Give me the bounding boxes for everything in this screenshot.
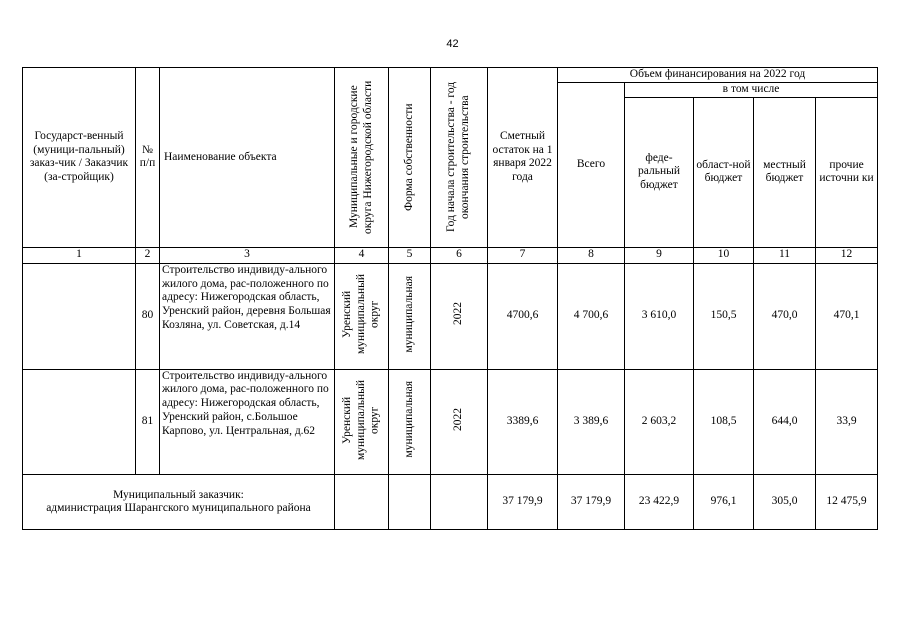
summary-regional: 976,1 [694, 475, 754, 530]
row-federal: 2 603,2 [625, 369, 694, 475]
row-years [431, 369, 488, 475]
row-total: 3 389,6 [558, 369, 625, 475]
row-ownership [389, 369, 431, 475]
table-row [23, 369, 878, 475]
summary-other: 12 475,9 [816, 475, 878, 530]
column-number: 6 [431, 247, 488, 263]
page-number: 42 [446, 38, 459, 50]
summary-empty [389, 475, 431, 530]
summary-empty [335, 475, 389, 530]
summary-federal: 23 422,9 [625, 475, 694, 530]
column-number: 11 [754, 247, 816, 263]
header-ownership [389, 68, 431, 248]
column-number: 2 [136, 247, 160, 263]
row-index: 80 [136, 263, 160, 369]
row-municipality [335, 369, 389, 475]
row-total: 4 700,6 [558, 263, 625, 369]
row-balance: 3389,6 [488, 369, 558, 475]
header-municipality-text: Муниципальные и городские округа Нижегородской области [347, 80, 374, 235]
row-regional: 150,5 [694, 263, 754, 369]
summary-empty [431, 475, 488, 530]
header-other: прочие источни ки [816, 97, 878, 247]
row-years [431, 263, 488, 369]
header-municipality [335, 68, 389, 248]
row-municipality-text: Уренский муниципальный округ [340, 273, 381, 354]
column-number: 9 [625, 247, 694, 263]
row-years-text: 2022 [452, 408, 465, 432]
row-ownership-text: муниципальная [402, 275, 415, 353]
summary-label-line2: администрация Шарангского муниципального района [46, 502, 311, 515]
summary-row [23, 475, 878, 530]
summary-local: 305,0 [754, 475, 816, 530]
row-ownership [389, 263, 431, 369]
header-local: местный бюджет [754, 97, 816, 247]
header-customer: Государст-венный (муници-пальный) заказ-чик / Заказчик (за-стройщик) [23, 68, 136, 248]
row-other: 33,9 [816, 369, 878, 475]
header-years [431, 68, 488, 248]
column-number: 8 [558, 247, 625, 263]
row-object-name: Строительство индивиду-ального жилого дома, рас-положенного по адресу: Нижегородская область, Уренский район, деревня Большая Козляна, ул. Советская, д.14 [160, 263, 335, 369]
column-number: 4 [335, 247, 389, 263]
column-number: 3 [160, 247, 335, 263]
summary-label [23, 475, 335, 530]
header-federal: феде-ральный бюджет [625, 97, 694, 247]
row-municipality-text: Уренский муниципальный округ [340, 379, 381, 460]
column-number: 5 [389, 247, 431, 263]
column-number: 10 [694, 247, 754, 263]
header-balance: Сметный остаток на 1 января 2022 года [488, 68, 558, 248]
header-index: № п/п [136, 68, 160, 248]
row-local: 470,0 [754, 263, 816, 369]
header-including: в том числе [625, 83, 878, 98]
row-balance: 4700,6 [488, 263, 558, 369]
header-object-name: Наименование объекта [160, 68, 335, 248]
header-regional: област-ной бюджет [694, 97, 754, 247]
row-years-text: 2022 [452, 302, 465, 326]
row-municipality [335, 263, 389, 369]
row-ownership-text: муниципальная [402, 381, 415, 458]
column-number: 1 [23, 247, 136, 263]
summary-label-line1: Муниципальный заказчик: [113, 488, 244, 501]
row-customer-empty [23, 369, 136, 475]
financing-table [22, 67, 878, 530]
header-funding: Объем финансирования на 2022 год [558, 68, 878, 83]
header-row-1 [23, 68, 878, 83]
column-number: 7 [488, 247, 558, 263]
row-other: 470,1 [816, 263, 878, 369]
column-number: 12 [816, 247, 878, 263]
row-regional: 108,5 [694, 369, 754, 475]
summary-balance: 37 179,9 [488, 475, 558, 530]
header-ownership-text: Форма собственности [402, 103, 415, 212]
header-years-text: Год начала строительства - год окончания строительства [445, 82, 471, 233]
row-customer-empty [23, 263, 136, 369]
row-object-name: Строительство индивиду-ального жилого дома, рас-положенного по адресу: Нижегородская область, Уренский район, с.Большое Карпово, ул. Центральная, д.62 [160, 369, 335, 475]
header-total: Всего [558, 83, 625, 248]
row-index: 81 [136, 369, 160, 475]
column-number-row [23, 247, 878, 263]
row-local: 644,0 [754, 369, 816, 475]
table-row [23, 263, 878, 369]
summary-total: 37 179,9 [558, 475, 625, 530]
row-federal: 3 610,0 [625, 263, 694, 369]
